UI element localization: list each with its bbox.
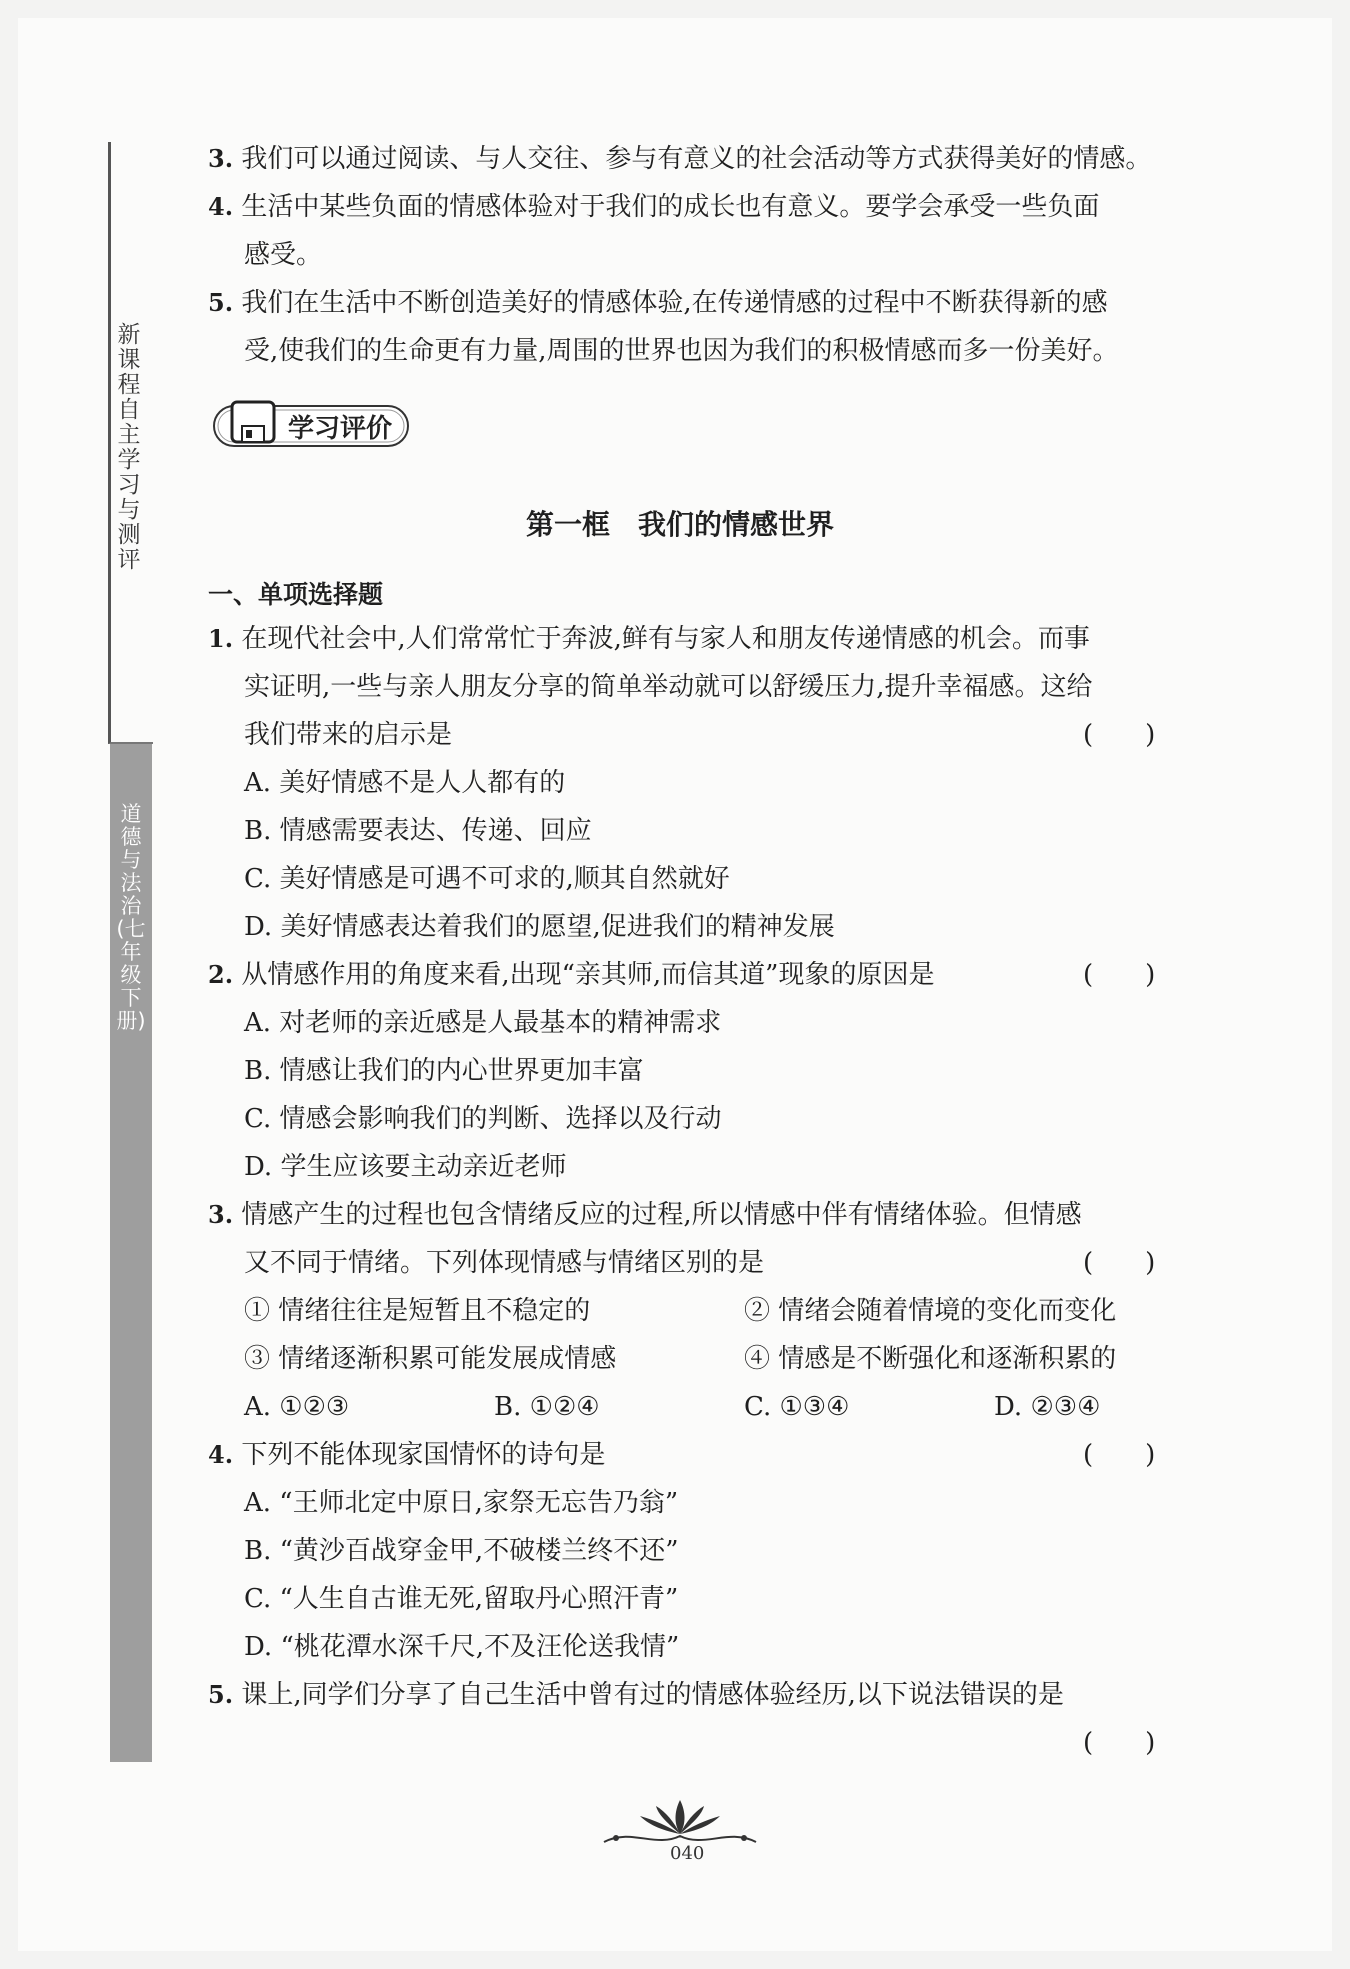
- sidebar-bottom-label: 道德与法治(七年级下册): [116, 802, 146, 1033]
- option: C. ①③④: [744, 1392, 850, 1422]
- answer-paren: ( ): [1083, 1728, 1156, 1758]
- question-1: 1. 在现代社会中,人们常常忙于奔波,鲜有与家人和朋友传递情感的机会。而事: [208, 624, 1090, 654]
- option: B. “黄沙百战穿金甲,不破楼兰终不还”: [244, 1536, 679, 1566]
- statement: ② 情绪会随着情境的变化而变化: [744, 1296, 1117, 1326]
- option: D. “桃花潭水深千尺,不及汪伦送我情”: [244, 1632, 680, 1662]
- answer-paren: ( ): [1083, 1440, 1156, 1470]
- option: B. 情感需要表达、传递、回应: [244, 816, 592, 846]
- answer-paren: ( ): [1083, 1248, 1156, 1278]
- question-3: 3. 情感产生的过程也包含情绪反应的过程,所以情感中伴有情绪体验。但情感: [208, 1200, 1082, 1230]
- section-title: 第一框 我们的情感世界: [526, 508, 835, 541]
- answer-paren: ( ): [1083, 720, 1156, 750]
- point-5-cont: 受,使我们的生命更有力量,周围的世界也因为我们的积极情感而多一份美好。: [244, 336, 1119, 366]
- option: A. 美好情感不是人人都有的: [244, 768, 566, 798]
- question-1-line-2: 实证明,一些与亲人朋友分享的简单举动就可以舒缓压力,提升幸福感。这给: [244, 672, 1093, 702]
- option: B. 情感让我们的内心世界更加丰富: [244, 1056, 644, 1086]
- point-4-cont: 感受。: [244, 240, 323, 270]
- question-1-line-3: 我们带来的启示是: [244, 720, 453, 750]
- point-3: 3. 我们可以通过阅读、与人交往、参与有意义的社会活动等方式获得美好的情感。: [208, 144, 1152, 174]
- point-5: 5. 我们在生活中不断创造美好的情感体验,在传递情感的过程中不断获得新的感: [208, 288, 1108, 318]
- floppy-disk-icon: [226, 398, 280, 446]
- option: C. 情感会影响我们的判断、选择以及行动: [244, 1104, 722, 1134]
- option: B. ①②④: [494, 1392, 600, 1422]
- question-type-heading: 一、单项选择题: [208, 580, 384, 609]
- point-4: 4. 生活中某些负面的情感体验对于我们的成长也有意义。要学会承受一些负面: [208, 192, 1100, 222]
- option: C. 美好情感是可遇不可求的,顺其自然就好: [244, 864, 730, 894]
- option: A. 对老师的亲近感是人最基本的精神需求: [244, 1008, 722, 1038]
- question-4: 4. 下列不能体现家国情怀的诗句是: [208, 1440, 606, 1470]
- badge-label: 学习评价: [288, 414, 393, 444]
- sidebar-top-label: 新课程自主学习与测评: [117, 322, 141, 573]
- answer-paren: ( ): [1083, 960, 1156, 990]
- option: A. ①②③: [244, 1392, 350, 1422]
- option: D. 美好情感表达着我们的愿望,促进我们的精神发展: [244, 912, 835, 942]
- statement: ③ 情绪逐渐积累可能发展成情感: [244, 1344, 617, 1374]
- option: C. “人生自古谁无死,留取丹心照汗青”: [244, 1584, 679, 1614]
- question-3-line-2: 又不同于情绪。下列体现情感与情绪区别的是: [244, 1248, 765, 1278]
- question-2: 2. 从情感作用的角度来看,出现“亲其师,而信其道”现象的原因是: [208, 960, 935, 990]
- study-evaluation-badge: [212, 398, 412, 450]
- option: D. 学生应该要主动亲近老师: [244, 1152, 567, 1182]
- statement: ④ 情感是不断强化和逐渐积累的: [744, 1344, 1117, 1374]
- option: D. ②③④: [994, 1392, 1101, 1422]
- statement: ① 情绪往往是短暂且不稳定的: [244, 1296, 591, 1326]
- question-5: 5. 课上,同学们分享了自己生活中曾有过的情感体验经历,以下说法错误的是: [208, 1680, 1064, 1710]
- page-number: 040: [670, 1843, 705, 1864]
- option: A. “王师北定中原日,家祭无忘告乃翁”: [244, 1488, 679, 1518]
